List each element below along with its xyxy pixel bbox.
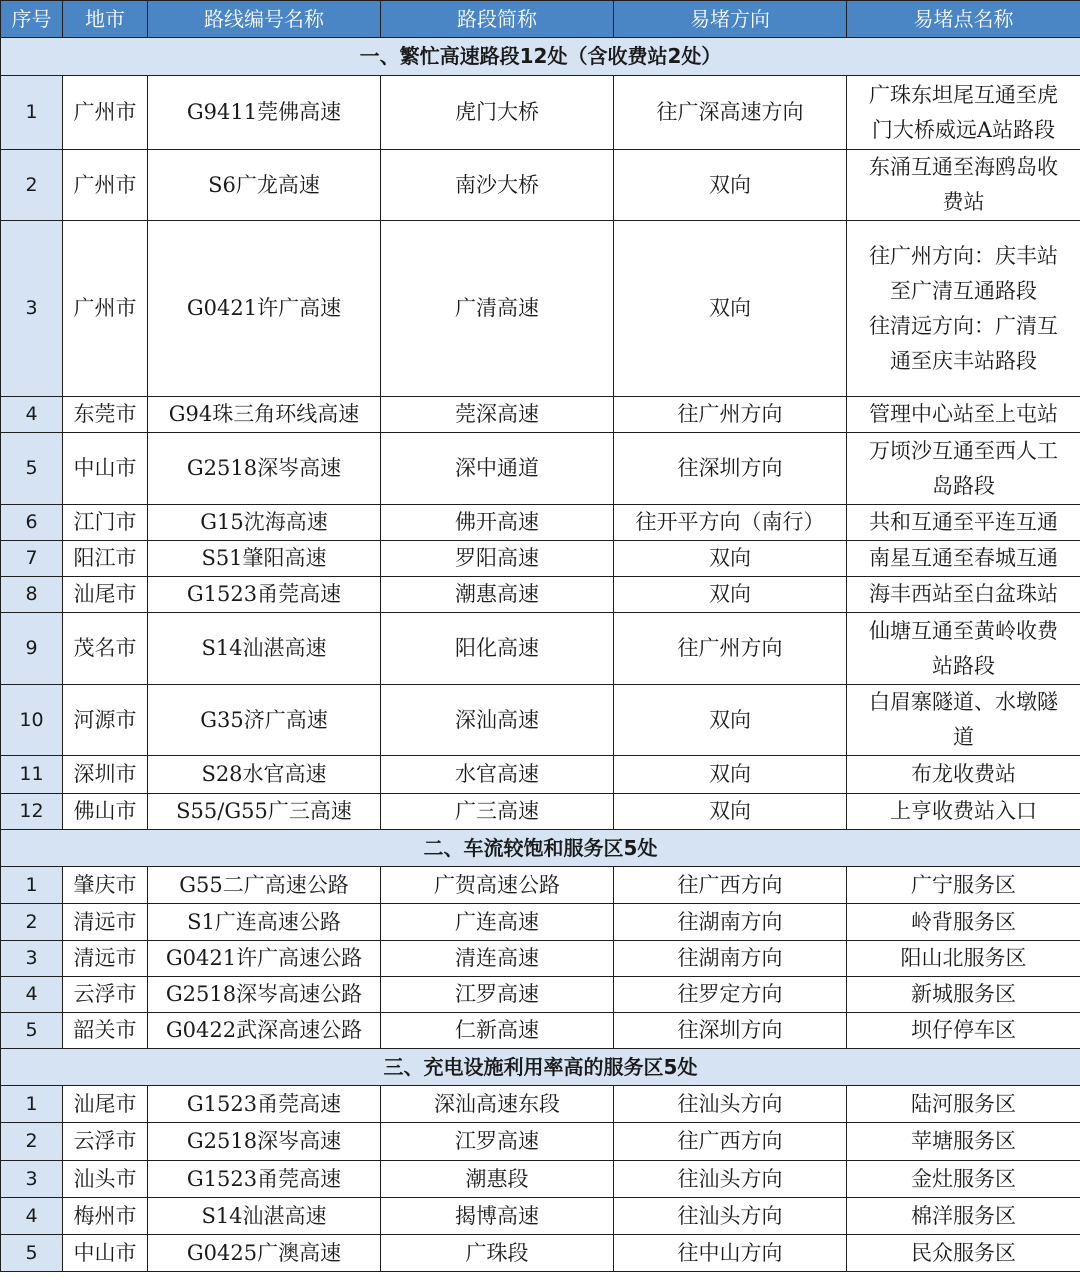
cell-city: 广州市 [63,76,148,150]
table-row [1,1161,1080,1198]
cell-seq: 1 [1,867,63,904]
cell-section: 江罗高速 [381,977,614,1013]
cell-point: 坝仔停车区 [847,1013,1080,1049]
cell-point: 管理中心站至上屯站 [847,397,1080,433]
cell-section: 广贺高速公路 [381,867,614,904]
cell-route: G15沈海高速 [148,505,381,541]
cell-seq: 3 [1,1161,63,1198]
cell-city: 广州市 [63,150,148,221]
table-row [1,977,1080,1013]
cell-section: 仁新高速 [381,1013,614,1049]
cell-seq: 2 [1,1123,63,1161]
table-row [1,1123,1080,1161]
cell-route: G1523甬莞高速 [148,1086,381,1123]
cell-direction: 往汕头方向 [614,1161,847,1198]
cell-route: G35济广高速 [148,685,381,756]
cell-seq: 2 [1,150,63,221]
cell-point: 新城服务区 [847,977,1080,1013]
cell-section: 潮惠高速 [381,577,614,613]
table-row [1,685,1080,756]
table-row [1,756,1080,794]
cell-section: 广清高速 [381,221,614,397]
cell-route: S6广龙高速 [148,150,381,221]
cell-point: 陆河服务区 [847,1086,1080,1123]
header-section: 路段简称 [381,1,614,38]
table-row [1,904,1080,941]
cell-section: 广珠段 [381,1235,614,1272]
header-direction: 易堵方向 [614,1,847,38]
section-title: 一、繁忙高速路段12处（含收费站2处） [1,38,1080,76]
cell-city: 河源市 [63,685,148,756]
cell-seq: 5 [1,1235,63,1272]
cell-seq: 10 [1,685,63,756]
header-route: 路线编号名称 [148,1,381,38]
cell-city: 江门市 [63,505,148,541]
table-row [1,577,1080,613]
cell-point: 广珠东坦尾互通至虎 门大桥威远A站路段 [847,76,1080,150]
cell-route: G1523甬莞高速 [148,577,381,613]
cell-seq: 4 [1,1198,63,1235]
cell-city: 汕尾市 [63,577,148,613]
cell-point: 岭背服务区 [847,904,1080,941]
cell-city: 中山市 [63,1235,148,1272]
table-row [1,1198,1080,1235]
cell-route: G55二广高速公路 [148,867,381,904]
cell-section: 罗阳高速 [381,541,614,577]
table-row [1,941,1080,977]
cell-direction: 双向 [614,794,847,830]
table-row [1,794,1080,830]
cell-seq: 5 [1,1013,63,1049]
cell-seq: 2 [1,904,63,941]
cell-point: 东涌互通至海鸥岛收 费站 [847,150,1080,221]
cell-direction: 往广西方向 [614,867,847,904]
cell-direction: 往深圳方向 [614,1013,847,1049]
cell-route: G2518深岑高速 [148,433,381,505]
cell-city: 中山市 [63,433,148,505]
cell-point: 万顷沙互通至西人工 岛路段 [847,433,1080,505]
cell-route: S55/G55广三高速 [148,794,381,830]
cell-route: S51肇阳高速 [148,541,381,577]
cell-point: 布龙收费站 [847,756,1080,794]
cell-direction: 双向 [614,756,847,794]
cell-city: 清远市 [63,904,148,941]
cell-section: 水官高速 [381,756,614,794]
cell-route: S1广连高速公路 [148,904,381,941]
cell-section: 深汕高速东段 [381,1086,614,1123]
cell-city: 茂名市 [63,613,148,685]
cell-city: 汕头市 [63,1161,148,1198]
cell-route: G1523甬莞高速 [148,1161,381,1198]
cell-seq: 3 [1,221,63,397]
cell-seq: 4 [1,397,63,433]
cell-city: 肇庆市 [63,867,148,904]
cell-section: 南沙大桥 [381,150,614,221]
cell-point: 仙塘互通至黄岭收费 站路段 [847,613,1080,685]
cell-route: S14汕湛高速 [148,613,381,685]
section-row [1,830,1080,867]
cell-section: 莞深高速 [381,397,614,433]
cell-seq: 5 [1,433,63,505]
section-title: 二、车流较饱和服务区5处 [1,830,1080,867]
cell-city: 广州市 [63,221,148,397]
cell-city: 阳江市 [63,541,148,577]
cell-route: G0422武深高速公路 [148,1013,381,1049]
table-row [1,541,1080,577]
cell-route: G9411莞佛高速 [148,76,381,150]
cell-direction: 双向 [614,221,847,397]
cell-point: 广宁服务区 [847,867,1080,904]
cell-direction: 往广西方向 [614,1123,847,1161]
table-row [1,1086,1080,1123]
section-row [1,38,1080,76]
section-row [1,1049,1080,1086]
cell-point: 民众服务区 [847,1235,1080,1272]
cell-route: G2518深岑高速 [148,1123,381,1161]
header-city: 地市 [63,1,148,38]
header-point: 易堵点名称 [847,1,1080,38]
cell-section: 江罗高速 [381,1123,614,1161]
table-row [1,76,1080,150]
cell-direction: 往中山方向 [614,1235,847,1272]
cell-section: 深汕高速 [381,685,614,756]
cell-section: 揭博高速 [381,1198,614,1235]
cell-section: 佛开高速 [381,505,614,541]
cell-point: 上亨收费站入口 [847,794,1080,830]
cell-route: G94珠三角环线高速 [148,397,381,433]
cell-city: 佛山市 [63,794,148,830]
cell-direction: 双向 [614,577,847,613]
cell-direction: 往深圳方向 [614,433,847,505]
cell-seq: 7 [1,541,63,577]
cell-section: 潮惠段 [381,1161,614,1198]
cell-route: S14汕湛高速 [148,1198,381,1235]
cell-direction: 双向 [614,685,847,756]
cell-direction: 双向 [614,150,847,221]
cell-seq: 9 [1,613,63,685]
cell-direction: 往广州方向 [614,397,847,433]
cell-route: G2518深岑高速公路 [148,977,381,1013]
cell-city: 深圳市 [63,756,148,794]
cell-direction: 往广深高速方向 [614,76,847,150]
cell-direction: 往湖南方向 [614,904,847,941]
table-header [1,1,1080,38]
cell-point: 苹塘服务区 [847,1123,1080,1161]
cell-section: 深中通道 [381,433,614,505]
table-row [1,433,1080,505]
header-row [1,1,1080,38]
cell-city: 汕尾市 [63,1086,148,1123]
cell-seq: 1 [1,76,63,150]
cell-seq: 6 [1,505,63,541]
cell-direction: 往开平方向（南行） [614,505,847,541]
cell-point: 共和互通至平连互通 [847,505,1080,541]
header-seq: 序号 [1,1,63,38]
cell-route: G0425广澳高速 [148,1235,381,1272]
cell-seq: 12 [1,794,63,830]
cell-city: 清远市 [63,941,148,977]
cell-point: 白眉寨隧道、水墩隧 道 [847,685,1080,756]
cell-city: 东莞市 [63,397,148,433]
cell-city: 韶关市 [63,1013,148,1049]
cell-direction: 往广州方向 [614,613,847,685]
cell-direction: 往汕头方向 [614,1086,847,1123]
cell-section: 清连高速 [381,941,614,977]
cell-section: 虎门大桥 [381,76,614,150]
cell-seq: 8 [1,577,63,613]
cell-direction: 往汕头方向 [614,1198,847,1235]
cell-direction: 双向 [614,541,847,577]
table-row [1,1235,1080,1272]
cell-direction: 往罗定方向 [614,977,847,1013]
cell-point: 往广州方向：庆丰站 至广清互通路段 往清远方向：广清互 通至庆丰站路段 [847,221,1080,397]
table-row [1,221,1080,397]
cell-section: 广三高速 [381,794,614,830]
cell-point: 棉洋服务区 [847,1198,1080,1235]
cell-route: G0421许广高速 [148,221,381,397]
cell-seq: 11 [1,756,63,794]
cell-point: 金灶服务区 [847,1161,1080,1198]
cell-direction: 往湖南方向 [614,941,847,977]
section-title: 三、充电设施利用率高的服务区5处 [1,1049,1080,1086]
cell-seq: 3 [1,941,63,977]
table-row [1,505,1080,541]
cell-seq: 1 [1,1086,63,1123]
table-row [1,867,1080,904]
cell-route: S28水官高速 [148,756,381,794]
cell-city: 云浮市 [63,977,148,1013]
cell-seq: 4 [1,977,63,1013]
table-row [1,1013,1080,1049]
cell-point: 南星互通至春城互通 [847,541,1080,577]
cell-city: 梅州市 [63,1198,148,1235]
cell-point: 阳山北服务区 [847,941,1080,977]
cell-route: G0421许广高速公路 [148,941,381,977]
table-row [1,150,1080,221]
table-body [1,38,1080,1272]
cell-city: 云浮市 [63,1123,148,1161]
cell-point: 海丰西站至白盆珠站 [847,577,1080,613]
table-row [1,397,1080,433]
cell-section: 阳化高速 [381,613,614,685]
cell-section: 广连高速 [381,904,614,941]
table-row [1,613,1080,685]
